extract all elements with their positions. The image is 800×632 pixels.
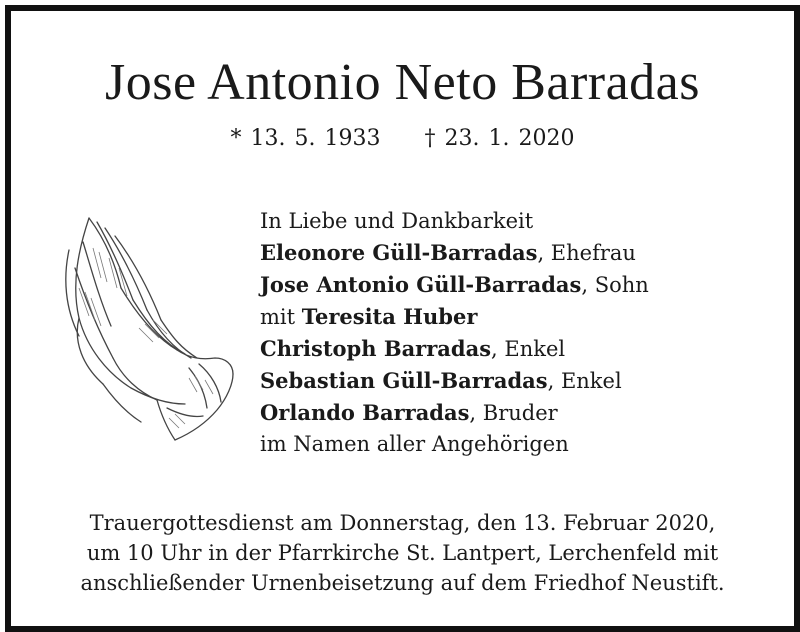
service-line: anschließender Urnenbeisetzung auf dem Friedhof Neustift. — [80, 571, 725, 595]
mourner-name: Jose Antonio Güll-Barradas — [260, 272, 582, 297]
mourners-list — [260, 206, 649, 460]
mourner-name: Teresita Huber — [301, 304, 478, 329]
praying-hands-icon — [49, 208, 239, 444]
service-line: Trauergottesdienst am Donnerstag, den 13. Februar 2020, — [89, 511, 716, 535]
mourner-name: Christoph Barradas — [260, 336, 492, 361]
mourners-closing: im Namen aller Angehörigen — [260, 432, 569, 456]
mourner-entry — [260, 365, 649, 397]
mourner-entry — [260, 397, 649, 429]
birth-date: * 13. 5. 1933 — [230, 126, 381, 151]
mourner-name: Orlando Barradas — [260, 400, 470, 425]
service-line: um 10 Uhr in der Pfarrkirche St. Lantpert, Lerchenfeld mit — [86, 541, 719, 565]
mourner-relation: , Bruder — [469, 401, 558, 425]
obituary-card — [5, 5, 800, 632]
death-date: † 23. 1. 2020 — [424, 126, 575, 151]
mourner-entry — [260, 269, 649, 301]
mourner-entry — [260, 237, 649, 269]
mourner-prefix: mit — [260, 305, 302, 329]
mourner-name: Eleonore Güll-Barradas — [260, 240, 538, 265]
deceased-name: Jose Antonio Neto Barradas — [104, 54, 700, 111]
mourner-entry — [260, 301, 649, 333]
mourner-relation: , Enkel — [547, 369, 622, 393]
mourners-intro: In Liebe und Dankbarkeit — [260, 209, 534, 233]
service-info — [11, 508, 794, 598]
mourner-relation: , Enkel — [491, 337, 566, 361]
mourner-relation: , Ehefrau — [537, 241, 636, 265]
mourner-entry — [260, 333, 649, 365]
mourner-name: Sebastian Güll-Barradas — [260, 368, 548, 393]
mourner-relation: , Sohn — [581, 273, 649, 297]
life-dates — [11, 124, 794, 154]
